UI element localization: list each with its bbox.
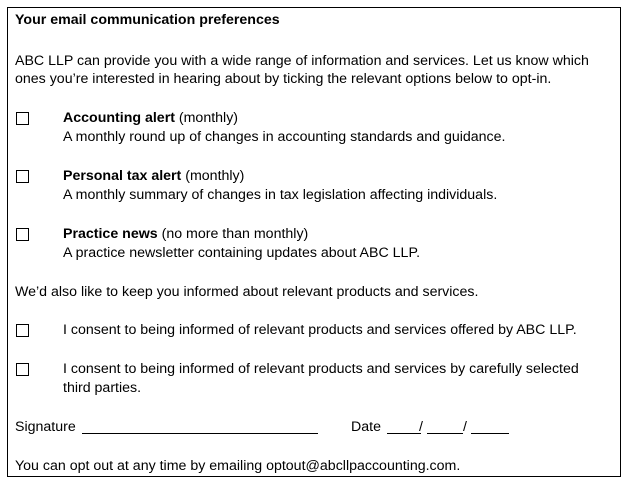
accounting-alert-title xyxy=(63,109,238,127)
consent-abc-checkbox[interactable] xyxy=(16,324,29,337)
consent-third-parties-text-line-2: third parties. xyxy=(63,380,142,396)
option-name: Accounting alert xyxy=(63,110,175,126)
form-title: Your email communication preferences xyxy=(15,12,280,28)
signature-field[interactable] xyxy=(82,433,318,434)
opt-out-footer: You can opt out at any time by emailing optout@abcllpaccounting.com. xyxy=(15,458,461,474)
date-separator: / xyxy=(419,419,423,435)
option-frequency: (no more than monthly) xyxy=(161,226,309,242)
intro-text-line-2: ones you’re interested in hearing about by ticking the relevant options below to opt-in. xyxy=(15,71,552,87)
option-frequency: (monthly) xyxy=(185,168,245,184)
personal-tax-alert-checkbox[interactable] xyxy=(16,170,29,183)
personal-tax-alert-title xyxy=(63,167,244,185)
date-year-field[interactable] xyxy=(471,433,509,434)
date-separator: / xyxy=(463,419,467,435)
option-name: Practice news xyxy=(63,226,158,242)
practice-news-title xyxy=(63,225,308,243)
consent-third-parties-text-line-1: I consent to being informed of relevant products and services by carefully selected xyxy=(63,361,579,377)
option-frequency: (monthly) xyxy=(178,110,239,126)
email-preferences-form xyxy=(7,7,621,477)
date-month-field[interactable] xyxy=(427,433,463,434)
signature-label: Signature xyxy=(15,419,76,435)
personal-tax-alert-description: A monthly summary of changes in tax legislation affecting individuals. xyxy=(63,187,498,203)
option-name: Personal tax alert xyxy=(63,168,182,184)
accounting-alert-checkbox[interactable] xyxy=(16,112,29,125)
consent-third-parties-checkbox[interactable] xyxy=(16,363,29,376)
practice-news-checkbox[interactable] xyxy=(16,228,29,241)
accounting-alert-description: A monthly round up of changes in accounting standards and guidance. xyxy=(63,129,506,145)
date-label: Date xyxy=(351,419,381,435)
consent-abc-text: I consent to being informed of relevant products and services offered by ABC LLP. xyxy=(63,322,577,338)
date-day-field[interactable] xyxy=(387,433,421,434)
products-intro-text: We’d also like to keep you informed about relevant products and services. xyxy=(15,284,479,300)
practice-news-description: A practice newsletter containing updates about ABC LLP. xyxy=(63,245,421,261)
intro-text-line-1: ABC LLP can provide you with a wide range of information and services. Let us know which xyxy=(15,53,589,69)
